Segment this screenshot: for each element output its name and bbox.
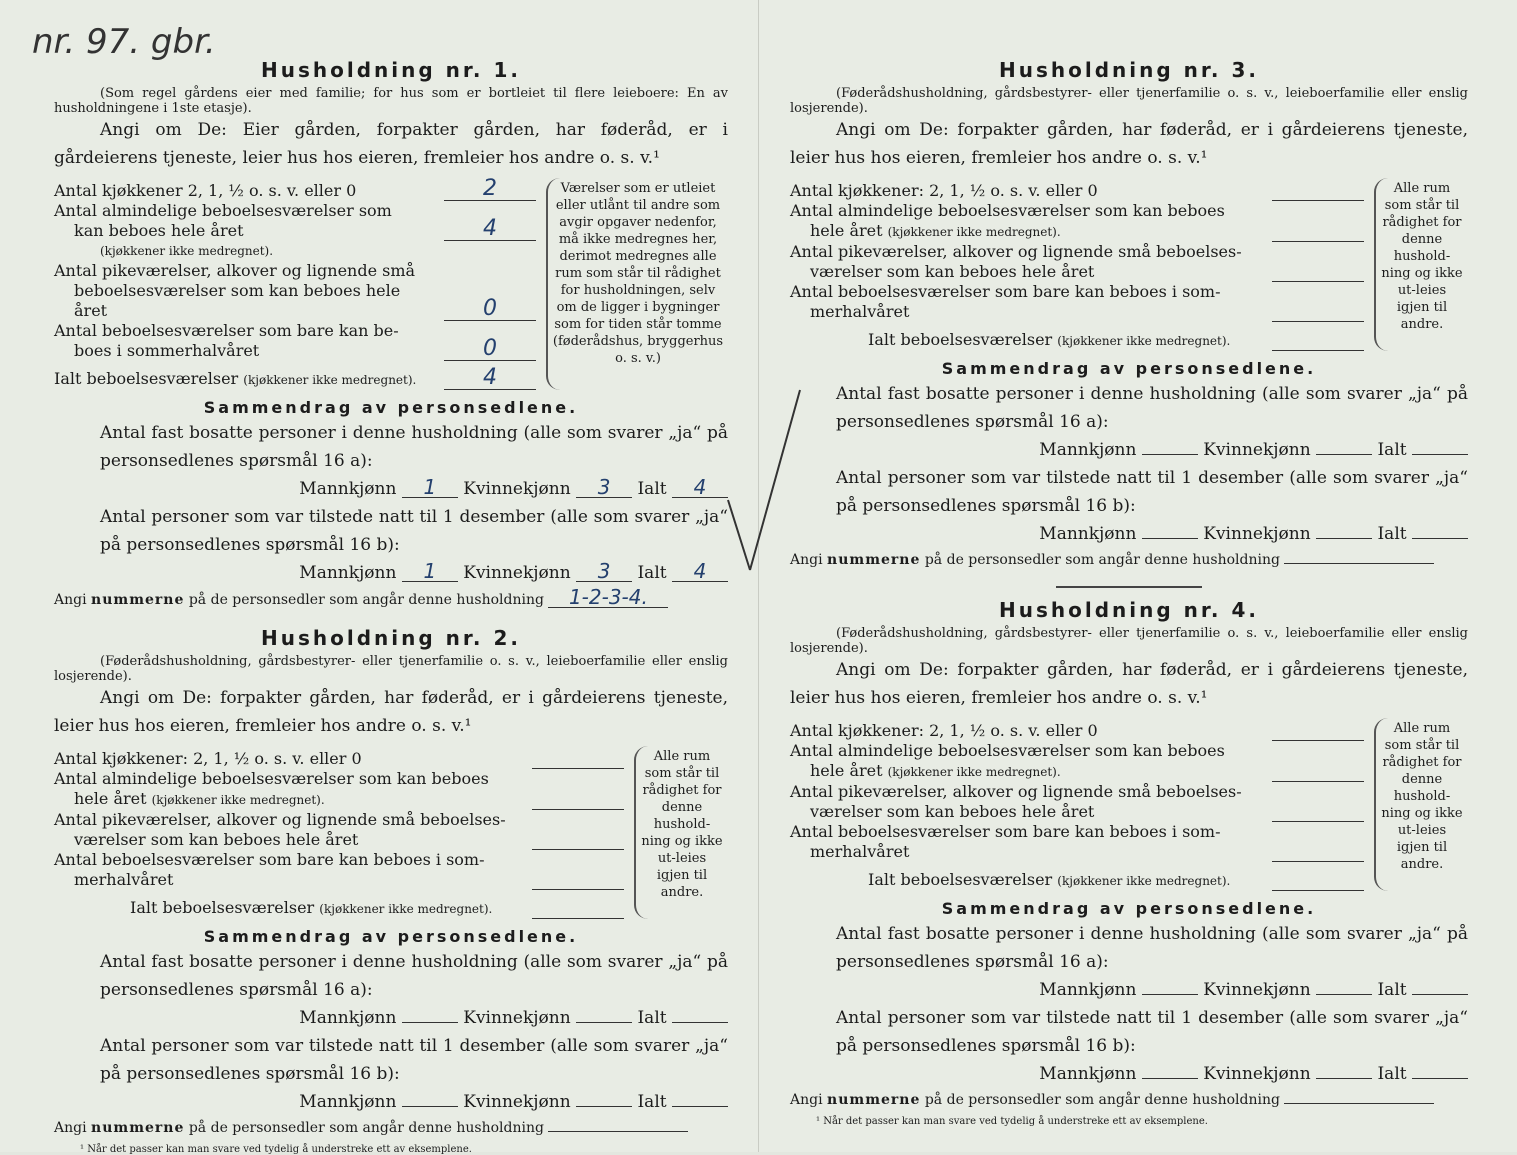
rooms-field[interactable]: 4: [444, 218, 536, 241]
total-16b-field[interactable]: 4: [672, 561, 728, 582]
kitchens-label: Antal kjøkkener 2, 1, ½ o. s. v. eller 0: [54, 181, 357, 200]
numbers-label-1: Angi: [790, 1092, 823, 1108]
question-16b: Antal personer som var tilstede natt til 1 desember (alle som svarer „ja“ på personsedlenes spørsmål 16 b):: [836, 468, 1468, 516]
side-note: Alle rum som står til rådighet for denne hushold-ning og ikke ut-leies igjen til andre.: [1374, 718, 1468, 891]
person-numbers-row: [790, 548, 1468, 572]
rooms-label: Antal almindelige beboelsesværelser som kan beboes: [790, 201, 1225, 220]
numbers-label-3: på de personsedler som angår denne husholdning: [188, 592, 544, 608]
numbers-label-2: nummerne: [91, 592, 185, 608]
total-16b-field[interactable]: [672, 1106, 728, 1107]
maid-rooms-label-2: værelser som kan beboes hele året: [810, 802, 1095, 821]
summer-rooms-field[interactable]: [1272, 839, 1364, 862]
room-counts: [54, 746, 728, 919]
male-16a-field[interactable]: 1: [402, 477, 458, 498]
maid-rooms-label: Antal pikeværelser, alkover og lignende små beboelses-: [790, 782, 1242, 801]
household-title: Husholdning nr. 1.: [261, 58, 521, 82]
person-numbers-field[interactable]: 1-2-3-4.: [548, 587, 668, 608]
total-rooms-field[interactable]: [1272, 868, 1364, 891]
male-16a-field[interactable]: [402, 1022, 458, 1023]
summary-title: Sammendrag av personsedlene.: [941, 359, 1317, 378]
total-rooms-label: Ialt beboelsesværelser: [130, 898, 315, 917]
summer-rooms-label: Antal beboelsesværelser som bare kan be-: [54, 321, 399, 340]
household-note: (Føderådshusholdning, gårdsbestyrer- eller tjenerfamilie o. s. v., leieboerfamilie eller enslig losjerende).: [790, 626, 1468, 656]
female-16b-field[interactable]: [1316, 1078, 1372, 1079]
household-note: (Føderådshusholdning, gårdsbestyrer- eller tjenerfamilie o. s. v., leieboerfamilie eller enslig losjerende).: [790, 86, 1468, 116]
female-label: Kvinnekjønn: [1203, 524, 1311, 544]
left-column: [54, 56, 728, 1155]
summer-rooms-label-2: merhalvåret: [810, 842, 910, 861]
footnote: ¹ Når det passer kan man svare ved tydelig å understreke ett av eksemplene.: [816, 1116, 1208, 1127]
summary-title: Sammendrag av personsedlene.: [941, 899, 1317, 918]
household-1: [54, 58, 728, 612]
numbers-label-1: Angi: [790, 552, 823, 568]
maid-rooms-field[interactable]: [1272, 799, 1364, 822]
person-numbers-field[interactable]: [1284, 563, 1434, 564]
kitchens-label: Antal kjøkkener: 2, 1, ½ o. s. v. eller 0: [54, 749, 362, 768]
kitchens-field[interactable]: [532, 746, 624, 769]
male-label: Mannkjønn: [1039, 1064, 1137, 1084]
summer-rooms-field[interactable]: 0: [444, 338, 536, 361]
household-note: (Føderådshusholdning, gårdsbestyrer- eller tjenerfamilie o. s. v., leieboerfamilie eller enslig losjerende).: [54, 654, 728, 684]
total-rooms-label: Ialt beboelsesværelser: [54, 369, 239, 388]
female-16b-field[interactable]: [576, 1106, 632, 1107]
question-16b: Antal personer som var tilstede natt til 1 desember (alle som svarer „ja“ på personsedlenes spørsmål 16 b):: [836, 1008, 1468, 1056]
male-label: Mannkjønn: [299, 563, 397, 583]
summary-title: Sammendrag av personsedlene.: [203, 398, 579, 417]
female-16a-field[interactable]: [1316, 454, 1372, 455]
side-note: Alle rum som står til rådighet for denne hushold-ning og ikke ut-leies igjen til andre.: [1374, 178, 1468, 351]
total-16a-field[interactable]: [1412, 454, 1468, 455]
total-label: Ialt: [637, 563, 667, 583]
female-label: Kvinnekjønn: [1203, 440, 1311, 460]
ownership-question: Angi om De: Eier gården, forpakter gården, har føderåd, er i gårdeierens tjeneste, leier hus hos eieren, fremleier hos andre o. s. v.¹: [54, 120, 728, 168]
total-rooms-sub: (kjøkkener ikke medregnet).: [1057, 334, 1231, 348]
female-16a-field[interactable]: 3: [576, 477, 632, 498]
numbers-label-2: nummerne: [827, 1092, 921, 1108]
female-16b-field[interactable]: 3: [576, 561, 632, 582]
question-16a: Antal fast bosatte personer i denne husholdning (alle som svarer „ja“ på personsedlenes spørsmål 16 a):: [836, 924, 1468, 972]
summer-rooms-label: Antal beboelsesværelser som bare kan beboes i som-: [790, 282, 1221, 301]
question-16a: Antal fast bosatte personer i denne husholdning (alle som svarer „ja“ på personsedlenes spørsmål 16 a):: [836, 384, 1468, 432]
male-label: Mannkjønn: [299, 479, 397, 499]
maid-rooms-label-2: værelser som kan beboes hele året: [810, 262, 1095, 281]
question-16a: Antal fast bosatte personer i denne husholdning (alle som svarer „ja“ på personsedlenes spørsmål 16 a):: [100, 952, 728, 1000]
maid-rooms-label: Antal pikeværelser, alkover og lignende små: [54, 261, 416, 280]
kitchens-field[interactable]: [1272, 718, 1364, 741]
question-16b: Antal personer som var tilstede natt til 1 desember (alle som svarer „ja“ på personsedlenes spørsmål 16 b):: [100, 1036, 728, 1084]
maid-rooms-label-2: beboelsesværelser som kan beboes hele året: [74, 281, 401, 320]
rooms-label-2: hele året: [74, 789, 147, 808]
side-note: Alle rum som står til rådighet for denne hushold-ning og ikke ut-leies igjen til andre.: [634, 746, 728, 919]
question-16a: Antal fast bosatte personer i denne husholdning (alle som svarer „ja“ på personsedlenes spørsmål 16 a):: [100, 423, 728, 471]
question-16b: Antal personer som var tilstede natt til 1 desember (alle som svarer „ja“ på personsedlenes spørsmål 16 b):: [100, 507, 728, 555]
numbers-label-1: Angi: [54, 592, 87, 608]
person-numbers-row: [54, 1116, 728, 1140]
maid-rooms-label-2: værelser som kan beboes hele året: [74, 830, 359, 849]
male-label: Mannkjønn: [299, 1092, 397, 1112]
male-16b-field[interactable]: [402, 1106, 458, 1107]
rooms-label-2: hele året: [810, 761, 883, 780]
total-label: Ialt: [1377, 524, 1407, 544]
numbers-label-2: nummerne: [91, 1120, 185, 1136]
kitchens-field[interactable]: 2: [444, 178, 536, 201]
male-label: Mannkjønn: [1039, 440, 1137, 460]
total-label: Ialt: [637, 1092, 667, 1112]
household-title: Husholdning nr. 2.: [261, 626, 521, 650]
total-16b-field[interactable]: [1412, 1078, 1468, 1079]
numbers-label-1: Angi: [54, 1120, 87, 1136]
female-16a-field[interactable]: [1316, 994, 1372, 995]
rooms-label: Antal almindelige beboelsesværelser som kan beboes: [790, 741, 1225, 760]
maid-rooms-field[interactable]: [532, 827, 624, 850]
female-label: Kvinnekjønn: [463, 479, 571, 499]
ownership-question: Angi om De: forpakter gården, har føderåd, er i gårdeierens tjeneste, leier hus hos eieren, fremleier hos andre o. s. v.¹: [790, 660, 1468, 708]
female-label: Kvinnekjønn: [463, 1008, 571, 1028]
household-title: Husholdning nr. 3.: [999, 58, 1259, 82]
maid-rooms-label: Antal pikeværelser, alkover og lignende små beboelses-: [54, 810, 506, 829]
total-rooms-sub: (kjøkkener ikke medregnet).: [319, 902, 493, 916]
rooms-field[interactable]: [1272, 759, 1364, 782]
numbers-label-2: nummerne: [827, 552, 921, 568]
total-rooms-field[interactable]: 4: [444, 367, 536, 390]
household-note: (Som regel gårdens eier med familie; for hus som er bortleiet til flere leieboere: En av husholdningene i 1ste etasje).: [54, 86, 728, 116]
female-label: Kvinnekjønn: [1203, 980, 1311, 1000]
female-label: Kvinnekjønn: [463, 1092, 571, 1112]
household-2: [54, 626, 728, 1155]
person-numbers-row: [54, 587, 728, 612]
total-label: Ialt: [637, 1008, 667, 1028]
room-counts: [790, 718, 1468, 891]
maid-rooms-label: Antal pikeværelser, alkover og lignende små beboelses-: [790, 242, 1242, 261]
person-numbers-field[interactable]: [548, 1131, 688, 1132]
kitchens-field[interactable]: [1272, 178, 1364, 201]
person-numbers-row: [790, 1088, 1468, 1112]
summer-rooms-label: Antal beboelsesværelser som bare kan beboes i som-: [54, 850, 485, 869]
female-16a-field[interactable]: [576, 1022, 632, 1023]
total-rooms-sub: (kjøkkener ikke medregnet).: [243, 373, 417, 387]
maid-rooms-field[interactable]: [1272, 259, 1364, 282]
ownership-question: Angi om De: forpakter gården, har føderåd, er i gårdeierens tjeneste, leier hus hos eieren, fremleier hos andre o. s. v.¹: [54, 688, 728, 736]
male-16b-field[interactable]: 1: [402, 561, 458, 582]
household-4: [790, 598, 1468, 1127]
male-label: Mannkjønn: [1039, 524, 1137, 544]
female-label: Kvinnekjønn: [463, 563, 571, 583]
total-label: Ialt: [1377, 980, 1407, 1000]
room-counts: [54, 178, 728, 390]
male-16a-field[interactable]: [1142, 994, 1198, 995]
right-column: [790, 56, 1468, 1127]
male-16b-field[interactable]: [1142, 1078, 1198, 1079]
kitchens-label: Antal kjøkkener: 2, 1, ½ o. s. v. eller 0: [790, 721, 1098, 740]
total-16a-field[interactable]: [672, 1022, 728, 1023]
total-label: Ialt: [1377, 1064, 1407, 1084]
summer-rooms-label-2: merhalvåret: [810, 302, 910, 321]
total-16a-field[interactable]: [1412, 994, 1468, 995]
summer-rooms-label-2: boes i sommerhalvåret: [74, 341, 260, 360]
handwritten-header: nr. 97. gbr.: [32, 22, 216, 62]
side-note: Værelser som er utleiet eller utlånt til andre som avgir opgaver nedenfor, må ikke medregnes her, derimot medregnes alle rum som står til rådighet for husholdningen, selv om de ligger i bygninger som for tiden står tomme (føderådshus, bryggerhus o. s. v.): [546, 178, 728, 390]
numbers-label-3: på de personsedler som angår denne husholdning: [924, 552, 1280, 568]
rooms-label: Antal almindelige beboelsesværelser som kan beboes: [54, 769, 489, 788]
summer-rooms-field[interactable]: [1272, 299, 1364, 322]
rooms-label-2: hele året: [810, 221, 883, 240]
rooms-sub: (kjøkkener ikke medregnet).: [887, 765, 1061, 779]
section-divider: [1056, 586, 1202, 588]
rooms-field[interactable]: [1272, 219, 1364, 242]
footnote: ¹ Når det passer kan man svare ved tydelig å understreke ett av eksemplene.: [80, 1144, 472, 1155]
male-16b-field[interactable]: [1142, 538, 1198, 539]
male-16a-field[interactable]: [1142, 454, 1198, 455]
numbers-label-3: på de personsedler som angår denne husholdning: [924, 1092, 1280, 1108]
total-rooms-label: Ialt beboelsesværelser: [868, 330, 1053, 349]
summary-title: Sammendrag av personsedlene.: [203, 927, 579, 946]
total-label: Ialt: [637, 479, 667, 499]
female-label: Kvinnekjønn: [1203, 1064, 1311, 1084]
rooms-label-2: kan beboes hele året: [74, 221, 244, 240]
ownership-question: Angi om De: forpakter gården, har føderåd, er i gårdeierens tjeneste, leier hus hos eieren, fremleier hos andre o. s. v.¹: [790, 120, 1468, 168]
maid-rooms-field[interactable]: 0: [444, 298, 536, 321]
room-counts: [790, 178, 1468, 351]
total-rooms-sub: (kjøkkener ikke medregnet).: [1057, 874, 1231, 888]
total-label: Ialt: [1377, 440, 1407, 460]
female-16b-field[interactable]: [1316, 538, 1372, 539]
summer-rooms-label: Antal beboelsesværelser som bare kan beboes i som-: [790, 822, 1221, 841]
household-3: [790, 58, 1468, 572]
kitchens-label: Antal kjøkkener: 2, 1, ½ o. s. v. eller 0: [790, 181, 1098, 200]
rooms-sub: (kjøkkener ikke medregnet).: [151, 793, 325, 807]
rooms-label: Antal almindelige beboelsesværelser som: [54, 201, 392, 220]
summer-rooms-field[interactable]: [532, 867, 624, 890]
household-title: Husholdning nr. 4.: [999, 598, 1259, 622]
rooms-sub: (kjøkkener ikke medregnet).: [887, 225, 1061, 239]
total-16b-field[interactable]: [1412, 538, 1468, 539]
total-rooms-field[interactable]: [532, 896, 624, 919]
person-numbers-field[interactable]: [1284, 1103, 1434, 1104]
numbers-label-3: på de personsedler som angår denne husholdning: [188, 1120, 544, 1136]
male-label: Mannkjønn: [1039, 980, 1137, 1000]
summer-rooms-label-2: merhalvåret: [74, 870, 174, 889]
total-rooms-label: Ialt beboelsesværelser: [868, 870, 1053, 889]
rooms-sub: (kjøkkener ikke medregnet).: [100, 244, 274, 258]
rooms-field[interactable]: [532, 787, 624, 810]
total-16a-field[interactable]: 4: [672, 477, 728, 498]
male-label: Mannkjønn: [299, 1008, 397, 1028]
total-rooms-field[interactable]: [1272, 328, 1364, 351]
